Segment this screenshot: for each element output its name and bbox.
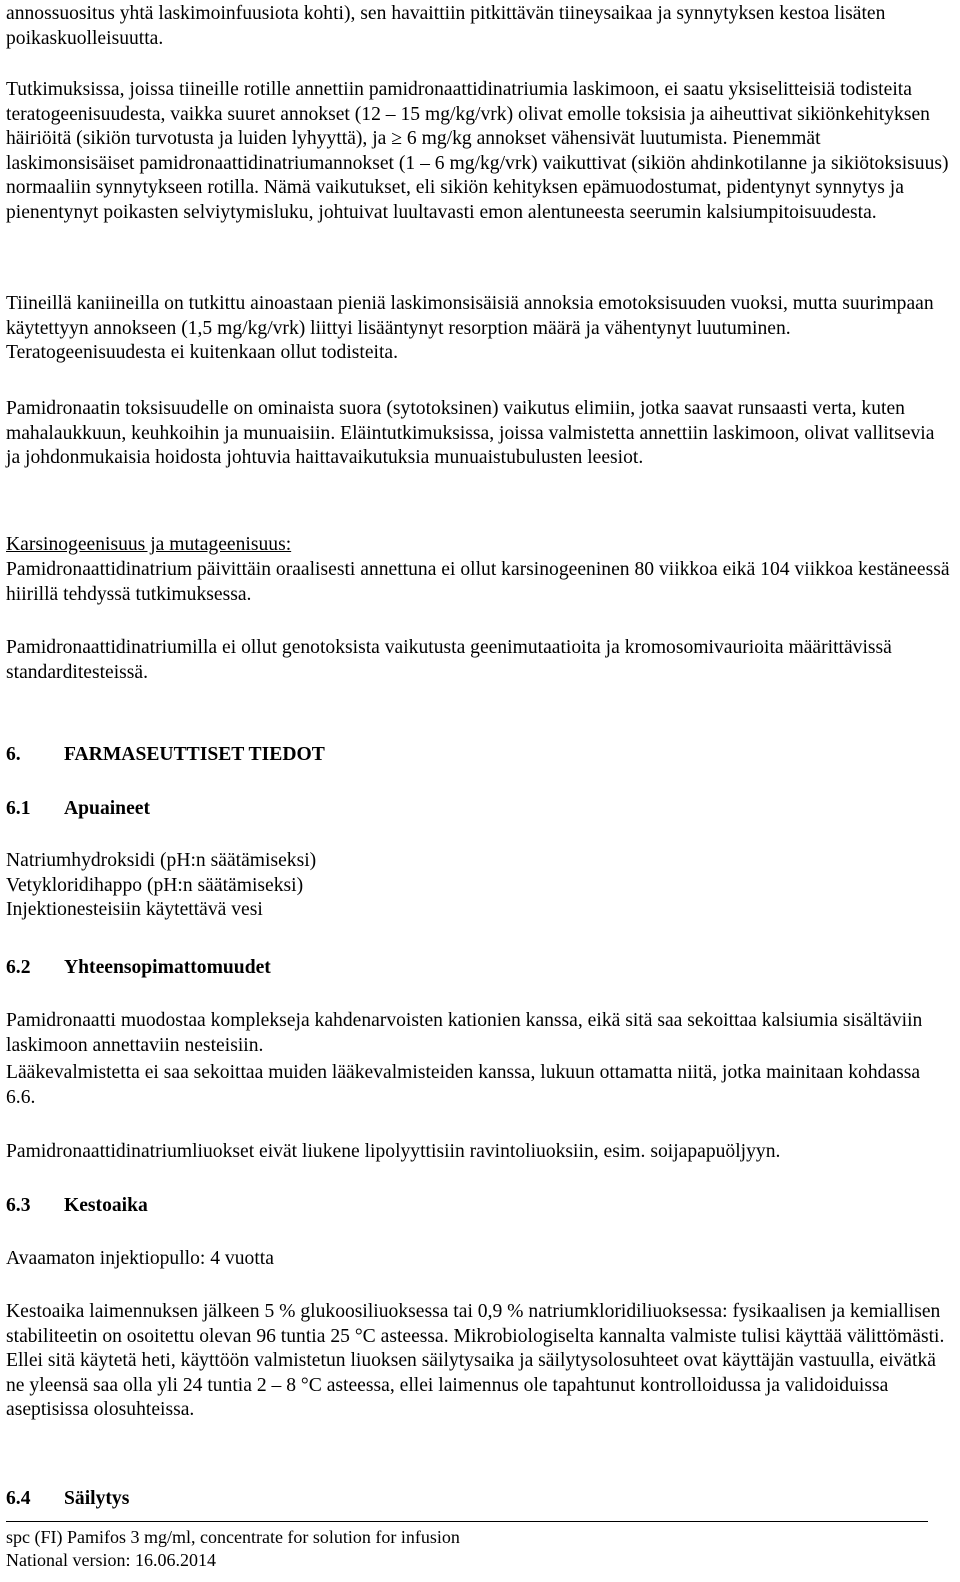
section-6-1-number: 6.1 bbox=[6, 798, 31, 819]
footer-version-line: National version: 16.06.2014 bbox=[6, 1550, 216, 1570]
paragraph-shelf-life-diluted: Kestoaika laimennuksen jälkeen 5 % glukoosiliuoksessa tai 0,9 % natriumkloridiliuoksessa: fysikaalisen ja kemiallisen stabiliteetin on osoitettu olevan 96 tuntia 25 °C asteessa. Mikrobiologiselta kannalta valmiste tulisi käyttää välittömästi. Ellei sitä käytetä heti, käyttöön valmistetun liuoksen säilytysaika ja säilytysolosuhteet ovat käyttäjän vastuulla, eivätkä ne yleensä saa olla yli 24 tuntia 2 – 8 °C asteessa, ellei laimennus ole tapahtunut kontrolloidussa ja validoiduissa aseptisissa olosuhteissa. bbox=[6, 1301, 945, 1420]
paragraph-incompatibility-2: Lääkevalmistetta ei saa sekoittaa muiden lääkevalmisteiden kanssa, lukuun ottamatta niitä, jotka mainitaan kohdassa 6.6. bbox=[6, 1062, 921, 1108]
section-6-2-heading bbox=[6, 956, 950, 981]
section-6-1-title: Apuaineet bbox=[64, 798, 151, 819]
carcinogenicity-title: Karsinogeenisuus ja mutageenisuus: bbox=[6, 534, 292, 555]
section-6-4-heading bbox=[6, 1487, 950, 1512]
paragraph-incompatibility-1: Pamidronaatti muodostaa komplekseja kahdenarvoisten kationien kanssa, eikä sitä saa sekoittaa kalsiumia sisältäviin laskimoon annettaviin nesteisiin. bbox=[6, 1010, 923, 1056]
excipient-item: Natriumhydroksidi (pH:n säätämiseksi) bbox=[6, 850, 317, 871]
section-6-2-number: 6.2 bbox=[6, 957, 31, 978]
paragraph-shelf-life-unopened: Avaamaton injektiopullo: 4 vuotta bbox=[6, 1248, 274, 1269]
paragraph-toxicity: Pamidronaatin toksisuudelle on ominaista suora (sytotoksinen) vaikutus elimiin, jotka saavat runsaasti verta, kuten mahalaukkuun, keuhkoihin ja munuaisiin. Eläintutkimuksissa, joissa valmistetta annettiin laskimoon, olivat vallitsevia ja johdonmukaisia hoidosta johtuvia haittavaikutuksia munuaistubulusten leesiot. bbox=[6, 398, 935, 468]
paragraph-incompatibility-3: Pamidronaattidinatriumliuokset eivät liukene lipolyyttisiin ravintoliuoksiin, esim. soijapapuöljyyn. bbox=[6, 1141, 781, 1162]
section-6-3-title: Kestoaika bbox=[64, 1195, 148, 1216]
excipient-item: Vetykloridihappo (pH:n säätämiseksi) bbox=[6, 874, 304, 896]
greater-equal-symbol: ≥ bbox=[391, 128, 403, 149]
section-6-4-number: 6.4 bbox=[6, 1488, 31, 1509]
section-6-4-title: Säilytys bbox=[64, 1488, 130, 1509]
section-6-2-title: Yhteensopimattomuudet bbox=[64, 957, 271, 978]
paragraph-carcinogenicity: Pamidronaattidinatrium päivittäin oraalisesti annettuna ei ollut karsinogeeninen 80 viikkoa eikä 104 viikkoa kestäneessä hiirillä tehdyssä tutkimuksessa. bbox=[6, 559, 950, 605]
paragraph-genotoxicity: Pamidronaattidinatriumilla ei ollut genotoksista vaikutusta geenimutaatioita ja kromosomivaurioita määrittävissä standarditesteissä. bbox=[6, 637, 892, 683]
section-6-title: FARMASEUTTISET TIEDOT bbox=[64, 744, 325, 765]
page-footer bbox=[6, 1521, 928, 1572]
excipient-list bbox=[6, 849, 950, 923]
paragraph-rabbit-studies: Tiineillä kaniineilla on tutkittu ainoastaan pieniä laskimonsisäisiä annoksia emotoksisuuden vuoksi, mutta suurimpaan käytettyyn annokseen (1,5 mg/kg/vrk) liittyi lisääntynyt resorption määrä ja vähentynyt luutuminen. Teratogeenisuudesta ei kuitenkaan ollut todisteita. bbox=[6, 293, 934, 363]
paragraph-rat-studies bbox=[6, 78, 950, 225]
paragraph-rat-studies-part2: 6 mg/kg annokset vähensivät luutumista. Pienemmät laskimonsisäiset pamidronaattidinatriumannokset (1 – 6 mg/kg/vrk) vaikuttivat (sikiön ahdinkotilanne ja sikiötoksisuus) normaaliin synnytykseen rotilla. Nämä vaikutukset, eli sikiön kehityksen epämuodostumat, pidentynyt synnytys ja pienentynyt poikasten selviytymisluku, johtuivat luultavasti emon alentuneesta seerumin kalsiumpitoisuudesta. bbox=[6, 128, 949, 223]
footer-product-line: spc (FI) Pamifos 3 mg/ml, concentrate for solution for infusion bbox=[6, 1527, 460, 1547]
section-6-number: 6. bbox=[6, 744, 21, 765]
excipient-item: Injektionesteisiin käytettävä vesi bbox=[6, 899, 263, 920]
section-6-3-number: 6.3 bbox=[6, 1195, 31, 1216]
paragraph-rat-studies-part1: Tutkimuksissa, joissa tiineille rotille annettiin pamidronaattidinatriumia laskimoon, ei saatu yksiselitteisiä todisteita teratogeenisuudesta, vaikka suuret annokset (12 – 15 mg/kg/vrk) olivat emolle toksisia ja aiheuttivat sikiönkehityksen häiriöitä (sikiön turvotusta ja luiden lyhyyttä), ja bbox=[6, 79, 930, 149]
paragraph-reproduction-end: annossuositus yhtä laskimoinfuusiota kohti), sen havaittiin pitkittävän tiineysaikaa ja synnytyksen kestoa lisäten poikaskuolleisuutta. bbox=[6, 3, 886, 49]
section-6-3-heading bbox=[6, 1194, 950, 1219]
section-6-heading bbox=[6, 743, 950, 768]
section-6-1-heading bbox=[6, 797, 950, 822]
